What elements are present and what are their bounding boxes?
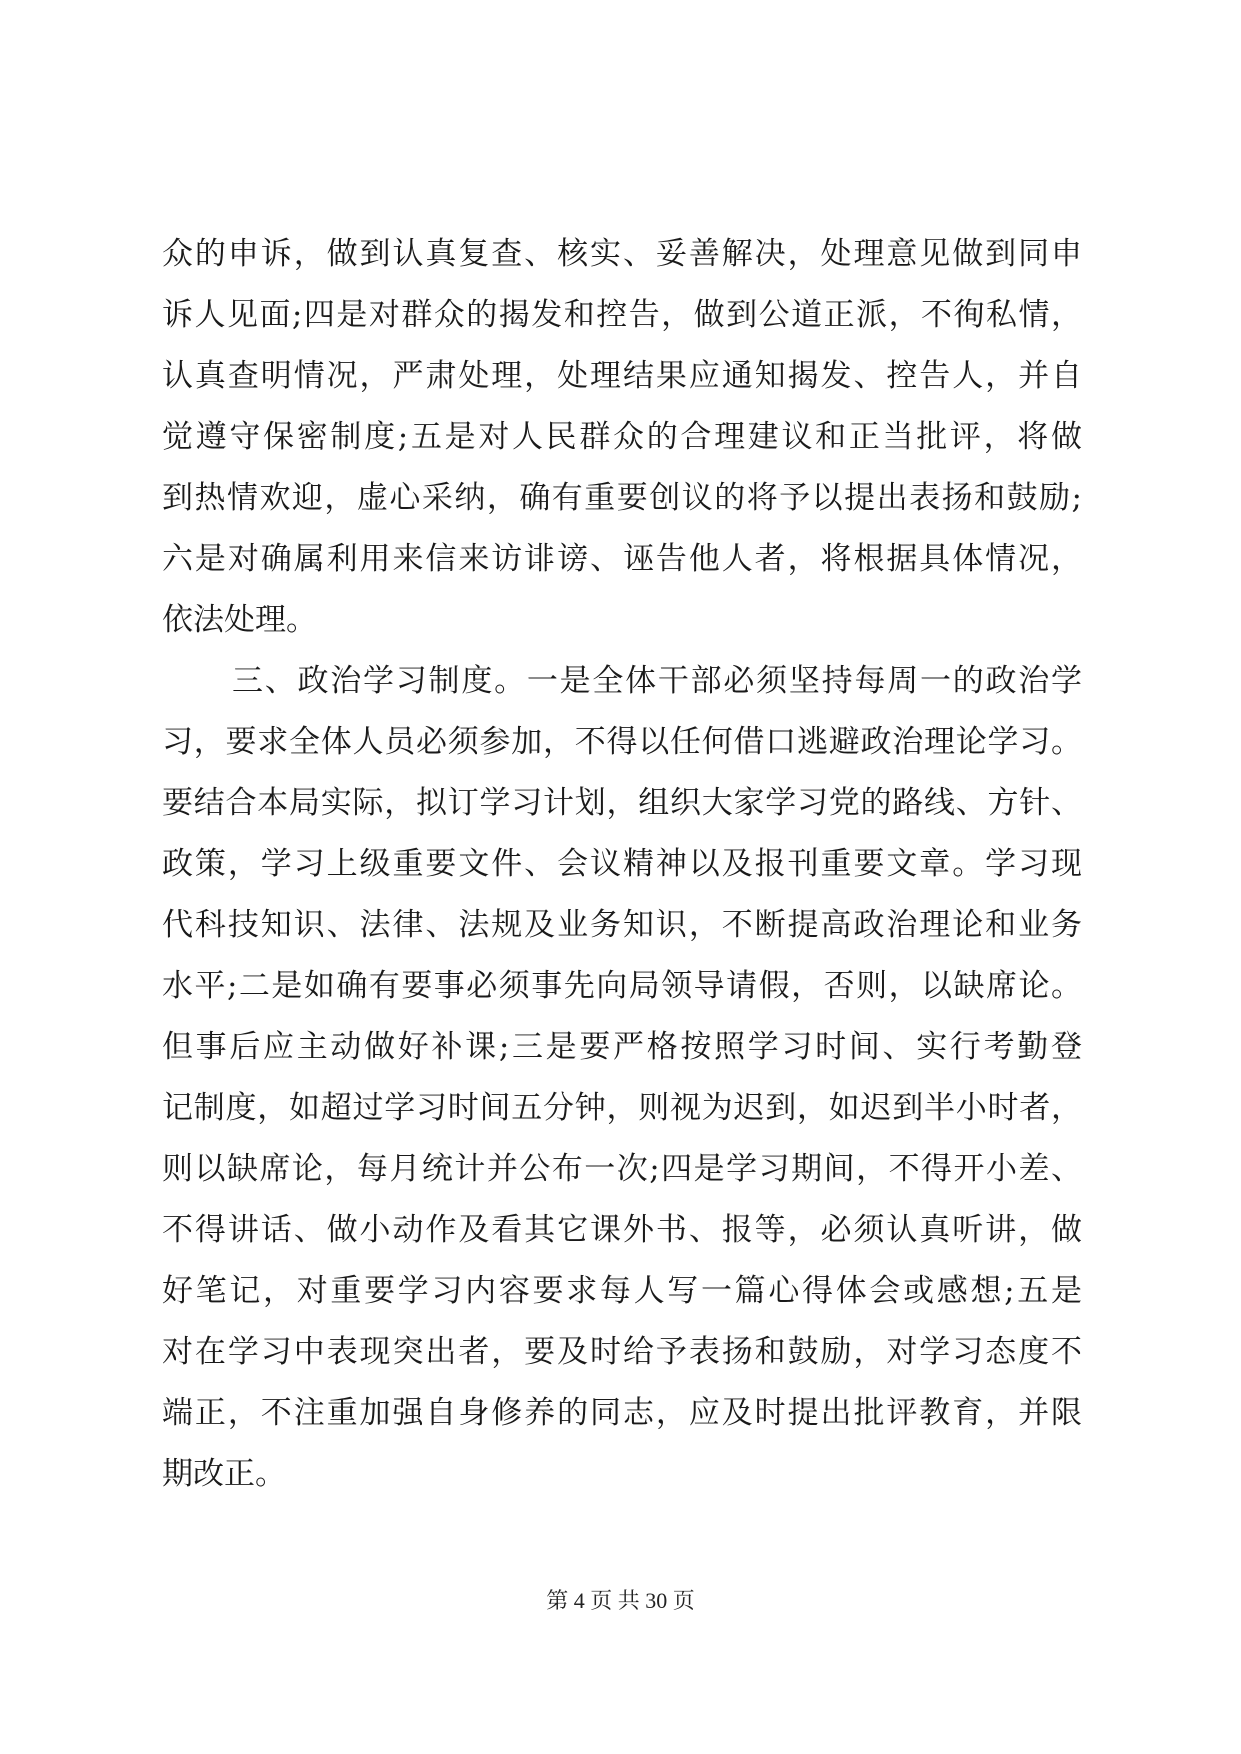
- text-line: 水平;二是如确有要事必须事先向局领导请假，否则，以缺席论。: [162, 968, 1082, 1004]
- text-line: 六是对确属利用来信来访诽谤、诬告他人者，将根据具体情况，: [162, 541, 1082, 577]
- text-line: 依法处理。: [162, 602, 317, 638]
- text-line: 期改正。: [162, 1456, 286, 1492]
- text-line: 政策，学习上级重要文件、会议精神以及报刊重要文章。学习现: [162, 846, 1082, 882]
- text-line: 但事后应主动做好补课;三是要严格按照学习时间、实行考勤登: [162, 1029, 1082, 1065]
- text-line: 端正，不注重加强自身修养的同志，应及时提出批评教育，并限: [162, 1395, 1082, 1431]
- text-line: 到热情欢迎，虚心采纳，确有重要创议的将予以提出表扬和鼓励;: [162, 480, 1082, 516]
- text-line: 对在学习中表现突出者，要及时给予表扬和鼓励，对学习态度不: [162, 1334, 1082, 1370]
- text-line: 则以缺席论，每月统计并公布一次;四是学习期间，不得开小差、: [162, 1151, 1082, 1187]
- paragraph-heading-line: 三、政治学习制度。一是全体干部必须坚持每周一的政治学: [232, 663, 1082, 699]
- text-line: 认真查明情况，严肃处理，处理结果应通知揭发、控告人，并自: [162, 358, 1082, 394]
- text-line: 记制度，如超过学习时间五分钟，则视为迟到，如迟到半小时者，: [162, 1090, 1082, 1126]
- text-line: 众的申诉，做到认真复查、核实、妥善解决，处理意见做到同申: [162, 236, 1082, 272]
- text-line: 要结合本局实际，拟订学习计划，组织大家学习党的路线、方针、: [162, 785, 1082, 821]
- text-line: 代科技知识、法律、法规及业务知识，不断提高政治理论和业务: [162, 907, 1082, 943]
- text-line: 不得讲话、做小动作及看其它课外书、报等，必须认真听讲，做: [162, 1212, 1082, 1248]
- page-number-footer: 第 4 页 共 30 页: [546, 1588, 695, 1613]
- text-line: 诉人见面;四是对群众的揭发和控告，做到公道正派，不徇私情，: [162, 297, 1082, 333]
- text-line: 习，要求全体人员必须参加，不得以任何借口逃避政治理论学习。: [162, 724, 1082, 760]
- text-line: 觉遵守保密制度;五是对人民群众的合理建议和正当批评，将做: [162, 419, 1082, 455]
- text-line: 好笔记，对重要学习内容要求每人写一篇心得体会或感想;五是: [162, 1273, 1082, 1309]
